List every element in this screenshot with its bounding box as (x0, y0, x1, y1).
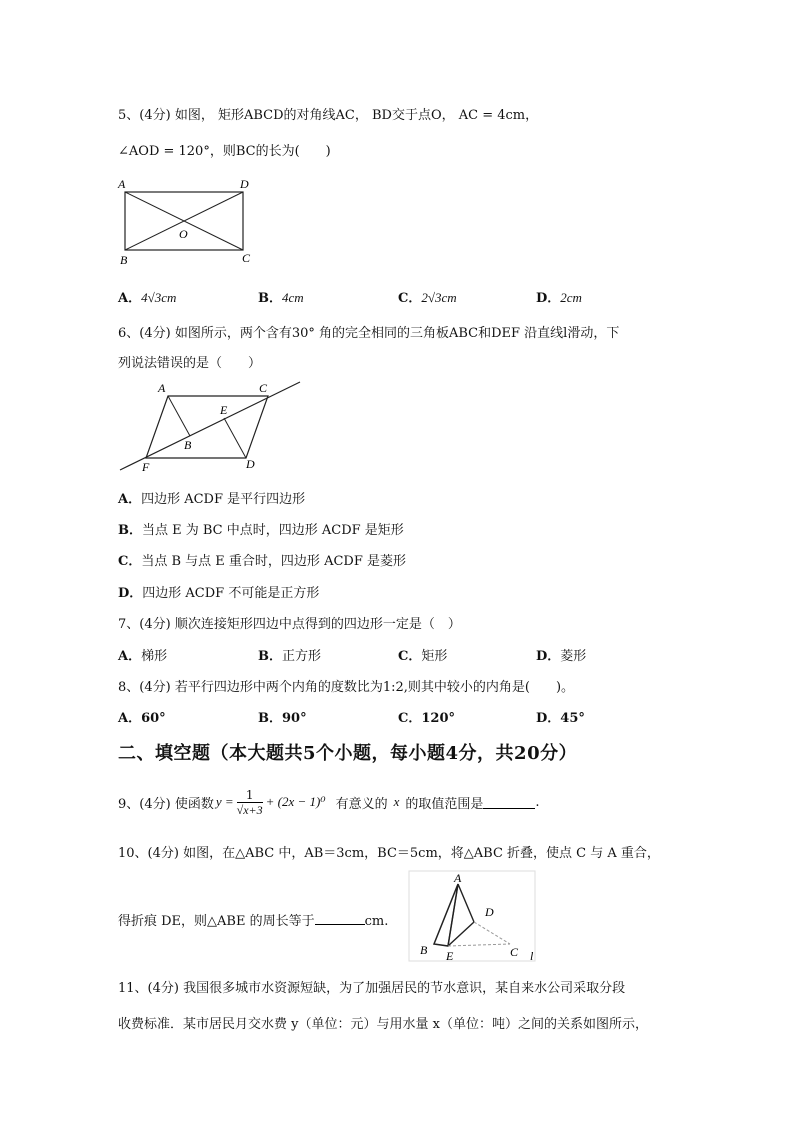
q6-option-b: B．当点 E 为 BC 中点时，四边形 ACDF 是矩形 (118, 523, 404, 538)
q9-denominator: √x+3 (236, 802, 263, 817)
q10-stem-line2: 得折痕 DE，则△ABE 的周长等于 cm. (118, 914, 389, 929)
q7-option-c: C．矩形 (398, 649, 448, 664)
q9-suffix: 有意义的 (335, 796, 388, 812)
q5-option-a: A．4√3cm (118, 290, 177, 306)
label-E: E (220, 403, 228, 417)
q9-plus-term: + (2x − 1)⁰ (265, 794, 326, 809)
q9-answer-blank[interactable] (483, 796, 535, 809)
label-E: E (446, 949, 454, 962)
section-heading-fill-in: 二、填空题（本大题共5个小题，每小题4分，共20分） (118, 743, 578, 764)
q8-option-a: A．60° (118, 711, 166, 726)
q6-option-a: A．四边形 ACDF 是平行四边形 (118, 492, 306, 507)
label-D: D (240, 177, 249, 191)
label-C: C (242, 251, 251, 265)
label-A: A (454, 871, 462, 885)
q8-stem: 8、(4分) 若平行四边形中两个内角的度数比为1:2,则其中较小的内角是( )。 (118, 680, 575, 695)
label-A: A (118, 177, 126, 191)
q10-triangle-figure (408, 870, 538, 962)
q9-tail: 的取值范围是 (405, 796, 484, 812)
q9-var: x (393, 794, 400, 809)
label-B: B (184, 438, 192, 452)
q10-stem-line1: 10、(4分) 如图，在△ABC 中，AB＝3cm，BC＝5cm，将△ABC 折叠，使点 C 与 A 重合， (118, 846, 660, 861)
label-mark: l (530, 949, 534, 962)
q6-option-c: C．当点 B 与点 E 重合时，四边形 ACDF 是菱形 (118, 554, 406, 569)
q7-stem: 7、(4分) 顺次连接矩形四边中点得到的四边形一定是（ ） (118, 617, 461, 632)
q9-fraction (237, 788, 263, 817)
q9-stem (118, 782, 540, 822)
q8-option-c: C．120° (398, 711, 455, 726)
q9-end: . (535, 794, 540, 810)
q7-option-a: A．梯形 (118, 649, 168, 664)
q10-answer-blank[interactable] (315, 912, 365, 925)
q5-stem-line1: 5、(4分) 如图， 矩形ABCD的对角线AC， BD交于点O， AC = 4cm， (118, 108, 539, 123)
label-C: C (259, 381, 268, 395)
label-C: C (510, 945, 519, 959)
q9-func-y: y = (215, 794, 234, 809)
q6-stem-line1: 6、(4分) 如图所示，两个含有30° 角的完全相同的三角板ABC和DEF 沿直线l滑动，下 (118, 326, 620, 341)
q9-prefix: 9、(4分) 使函数 (118, 796, 214, 812)
q5-option-c: C．2√3cm (398, 290, 457, 306)
q11-stem-line2: 收费标准．某市居民月交水费 y（单位：元）与用水量 x（单位：吨）之间的关系如图所示， (118, 1017, 648, 1032)
q8-option-b: B．90° (258, 711, 307, 726)
q5-option-b: B．4cm (258, 290, 304, 306)
label-D: D (246, 457, 255, 471)
q11-stem-line1: 11、(4分) 我国很多城市水资源短缺，为了加强居民的节水意识，某自来水公司采取分段 (118, 981, 626, 996)
label-O: O (179, 227, 188, 241)
label-D: D (485, 905, 494, 919)
label-B: B (420, 943, 428, 957)
q6-parallelogram-figure (112, 378, 308, 474)
q7-option-d: D．菱形 (536, 649, 587, 664)
label-F: F (142, 460, 150, 474)
q7-option-b: B．正方形 (258, 649, 322, 664)
q6-option-d: D．四边形 ACDF 不可能是正方形 (118, 586, 320, 601)
q9-numerator: 1 (237, 788, 263, 803)
label-A: A (158, 381, 166, 395)
q5-rectangle-figure (112, 174, 262, 268)
q5-stem-line2: ∠AOD = 120°，则BC的长为( ) (118, 144, 331, 159)
label-B: B (120, 253, 128, 267)
q6-stem-line2: 列说法错误的是（ ） (118, 356, 262, 371)
q8-option-d: D．45° (536, 711, 585, 726)
q5-option-d: D．2cm (536, 290, 582, 306)
